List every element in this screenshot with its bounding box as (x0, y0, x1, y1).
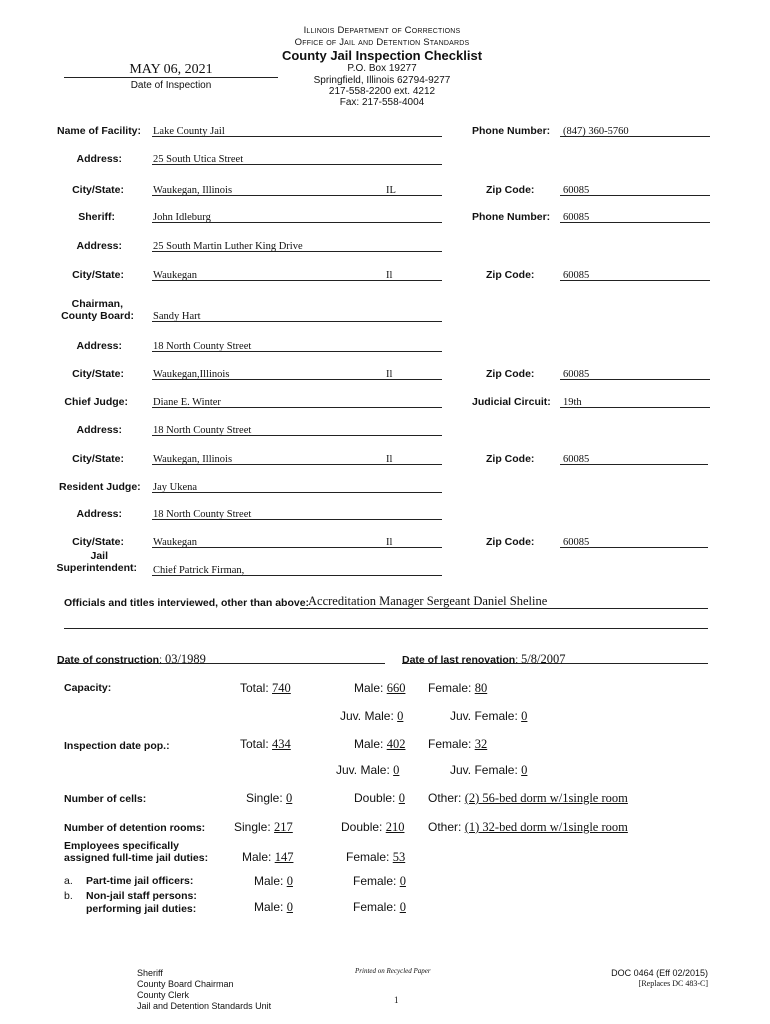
cells-label: Number of cells: (64, 793, 147, 805)
chairman-city[interactable]: Waukegan,Illinois (153, 369, 230, 380)
sheriff-zip[interactable]: 60085 (563, 270, 590, 281)
chairman-label-line2: County Board: (61, 310, 134, 322)
facility-zip[interactable]: 60085 (563, 185, 590, 196)
inspection-pop-label: Inspection date pop.: (64, 740, 170, 752)
cells-other[interactable]: (2) 56-bed dorm w/1single room (464, 791, 628, 805)
date-renovation[interactable]: 5/8/2007 (521, 652, 566, 666)
facility-city-label: City/State: (72, 184, 124, 196)
distribution-item: Sheriff (137, 968, 163, 978)
employees-label-line1: Employees specifically (64, 840, 179, 852)
chairman-address[interactable]: 18 North County Street (153, 341, 252, 352)
detention-other[interactable]: (1) 32-bed dorm w/1single room (464, 820, 628, 834)
resident-judge-state[interactable]: Il (386, 537, 393, 548)
capacity-female-row: Female: 80 (428, 681, 488, 695)
chief-judge-address[interactable]: 18 North County Street (153, 425, 252, 436)
part-time-female[interactable]: 0 (399, 874, 406, 888)
sheriff-address[interactable]: 25 South Martin Luther King Drive (153, 241, 303, 252)
part-time-male[interactable]: 0 (286, 874, 293, 888)
detention-double-row: Double: 210 (341, 820, 405, 834)
chief-judge-zip[interactable]: 60085 (563, 454, 590, 465)
inspection-date[interactable]: MAY 06, 2021 (129, 62, 213, 77)
cells-double-row: Double: 0 (354, 791, 405, 805)
pop-female[interactable]: 32 (474, 737, 488, 751)
form-title: County Jail Inspection Checklist (281, 48, 483, 63)
jail-sup-label-line2: Superintendent: (56, 562, 137, 574)
jail-superintendent-name[interactable]: Chief Patrick Firman, (153, 565, 245, 576)
part-time-marker: a. (64, 875, 73, 887)
facility-phone[interactable]: (847) 360-5760 (563, 126, 629, 137)
header-city: Springfield, Illinois 62794-9277 (313, 75, 451, 86)
cells-double[interactable]: 0 (398, 791, 405, 805)
facility-name[interactable]: Lake County Jail (153, 126, 225, 137)
judicial-circuit-label: Judicial Circuit: (472, 396, 551, 408)
recycled-note: Printed on Recycled Paper (355, 967, 431, 975)
resident-judge-name[interactable]: Jay Ukena (153, 482, 198, 493)
date-construction[interactable]: 03/1989 (164, 652, 206, 666)
non-jail-label-line2: performing jail duties: (86, 903, 197, 915)
part-time-female-row: Female: 0 (353, 874, 406, 888)
po-box: P.O. Box 19277 (347, 63, 417, 74)
cells-single[interactable]: 0 (286, 791, 293, 805)
resident-judge-label: Resident Judge: (59, 481, 141, 493)
detention-other-row: Other: (1) 32-bed dorm w/1single room (428, 820, 628, 834)
pop-total[interactable]: 434 (272, 737, 291, 751)
resident-judge-city[interactable]: Waukegan (153, 537, 198, 548)
capacity-juv-male[interactable]: 0 (397, 709, 404, 723)
chief-judge-zip-label: Zip Code: (486, 453, 535, 465)
chairman-zip-label: Zip Code: (486, 368, 535, 380)
capacity-female[interactable]: 80 (474, 681, 488, 695)
header-phone: 217-558-2200 ext. 4212 (328, 86, 436, 97)
sheriff-address-label: Address: (76, 240, 122, 252)
chief-judge-label: Chief Judge: (64, 396, 128, 408)
capacity-male-row: Male: 660 (354, 681, 406, 695)
resident-judge-address[interactable]: 18 North County Street (153, 509, 252, 520)
resident-judge-address-label: Address: (76, 508, 122, 520)
office-name: Office of Jail and Detention Standards (294, 37, 470, 48)
chief-judge-state[interactable]: Il (386, 454, 393, 465)
pop-juv-female-row: Juv. Female: 0 (450, 763, 528, 777)
capacity-total[interactable]: 740 (272, 681, 291, 695)
capacity-juv-female[interactable]: 0 (521, 709, 528, 723)
capacity-juv-male-row: Juv. Male: 0 (340, 709, 404, 723)
pop-juv-male[interactable]: 0 (393, 763, 400, 777)
page-number: 1 (394, 995, 399, 1005)
pop-male-row: Male: 402 (354, 737, 406, 751)
pop-male[interactable]: 402 (386, 737, 406, 751)
detention-single-row: Single: 217 (234, 820, 293, 834)
chief-judge-city-label: City/State: (72, 453, 124, 465)
employees-male-row: Male: 147 (242, 850, 294, 864)
detention-single[interactable]: 217 (274, 820, 293, 834)
resident-judge-zip[interactable]: 60085 (563, 537, 590, 548)
employees-female-row: Female: 53 (346, 850, 406, 864)
department-name: Illinois Department of Corrections (303, 25, 461, 36)
chief-judge-name[interactable]: Diane E. Winter (153, 397, 221, 408)
pop-juv-male-row: Juv. Male: 0 (336, 763, 400, 777)
chairman-label-line1: Chairman, (71, 298, 123, 310)
non-jail-marker: b. (64, 890, 73, 902)
chief-judge-address-label: Address: (76, 424, 122, 436)
sheriff-label: Sheriff: (78, 211, 115, 223)
sheriff-state[interactable]: Il (386, 270, 393, 281)
part-time-label: Part-time jail officers: (86, 875, 194, 887)
non-jail-female-row: Female: 0 (353, 900, 406, 914)
resident-judge-zip-label: Zip Code: (486, 536, 535, 548)
non-jail-male-row: Male: 0 (254, 900, 293, 914)
detention-double[interactable]: 210 (385, 820, 405, 834)
jail-sup-label-line1: Jail (90, 550, 108, 562)
sheriff-phone[interactable]: 60085 (563, 212, 590, 223)
sheriff-name[interactable]: John Idleburg (153, 212, 211, 223)
employees-male[interactable]: 147 (274, 850, 294, 864)
sheriff-zip-label: Zip Code: (486, 269, 535, 281)
chairman-address-label: Address: (76, 340, 122, 352)
facility-phone-label: Phone Number: (472, 125, 551, 137)
pop-juv-female[interactable]: 0 (521, 763, 528, 777)
date-renovation-row: Date of last renovation: 5/8/2007 (402, 652, 566, 666)
resident-judge-city-label: City/State: (72, 536, 124, 548)
employees-female[interactable]: 53 (392, 850, 406, 864)
chief-judge-city[interactable]: Waukegan, Illinois (153, 454, 233, 465)
sheriff-city[interactable]: Waukegan (153, 270, 198, 281)
facility-address[interactable]: 25 South Utica Street (153, 154, 244, 165)
sheriff-city-label: City/State: (72, 269, 124, 281)
date-construction-row: Date of construction: 03/1989 (57, 652, 206, 666)
pop-total-row: Total: 434 (240, 737, 291, 751)
capacity-male[interactable]: 660 (386, 681, 406, 695)
pop-female-row: Female: 32 (428, 737, 488, 751)
doc-number: DOC 0464 (Eff 02/2015) (611, 968, 708, 978)
chairman-state[interactable]: Il (386, 369, 393, 380)
judicial-circuit[interactable]: 19th (563, 397, 582, 408)
facility-label: Name of Facility: (57, 125, 142, 137)
non-jail-female[interactable]: 0 (399, 900, 406, 914)
facility-city[interactable]: Waukegan, Illinois (153, 185, 233, 196)
officials-value[interactable]: Accreditation Manager Sergeant Daniel Sheline (308, 594, 548, 608)
inspection-date-label: Date of Inspection (130, 80, 212, 91)
detention-label: Number of detention rooms: (64, 822, 206, 834)
capacity-label: Capacity: (64, 682, 112, 694)
cells-single-row: Single: 0 (246, 791, 293, 805)
facility-zip-label: Zip Code: (486, 184, 535, 196)
facility-address-label: Address: (76, 153, 122, 165)
chairman-zip[interactable]: 60085 (563, 369, 590, 380)
replaces-note: [Replaces DC 483-C] (638, 979, 708, 988)
chairman-city-label: City/State: (72, 368, 124, 380)
capacity-juv-female-row: Juv. Female: 0 (450, 709, 528, 723)
employees-label-line2: assigned full-time jail duties: (64, 852, 209, 864)
sheriff-phone-label: Phone Number: (472, 211, 551, 223)
part-time-male-row: Male: 0 (254, 874, 293, 888)
non-jail-male[interactable]: 0 (286, 900, 293, 914)
chairman-name[interactable]: Sandy Hart (153, 311, 201, 322)
cells-other-row: Other: (2) 56-bed dorm w/1single room (428, 791, 628, 805)
header-fax: Fax: 217-558-4004 (339, 97, 425, 108)
distribution-item: Jail and Detention Standards Unit (137, 1001, 272, 1011)
capacity-total-row: Total: 740 (240, 681, 291, 695)
non-jail-label-line1: Non-jail staff persons: (86, 890, 197, 902)
distribution-item: County Board Chairman (137, 979, 234, 989)
facility-state[interactable]: IL (386, 185, 396, 196)
distribution-item: County Clerk (137, 990, 190, 1000)
officials-label: Officials and titles interviewed, other than above: (64, 597, 310, 609)
